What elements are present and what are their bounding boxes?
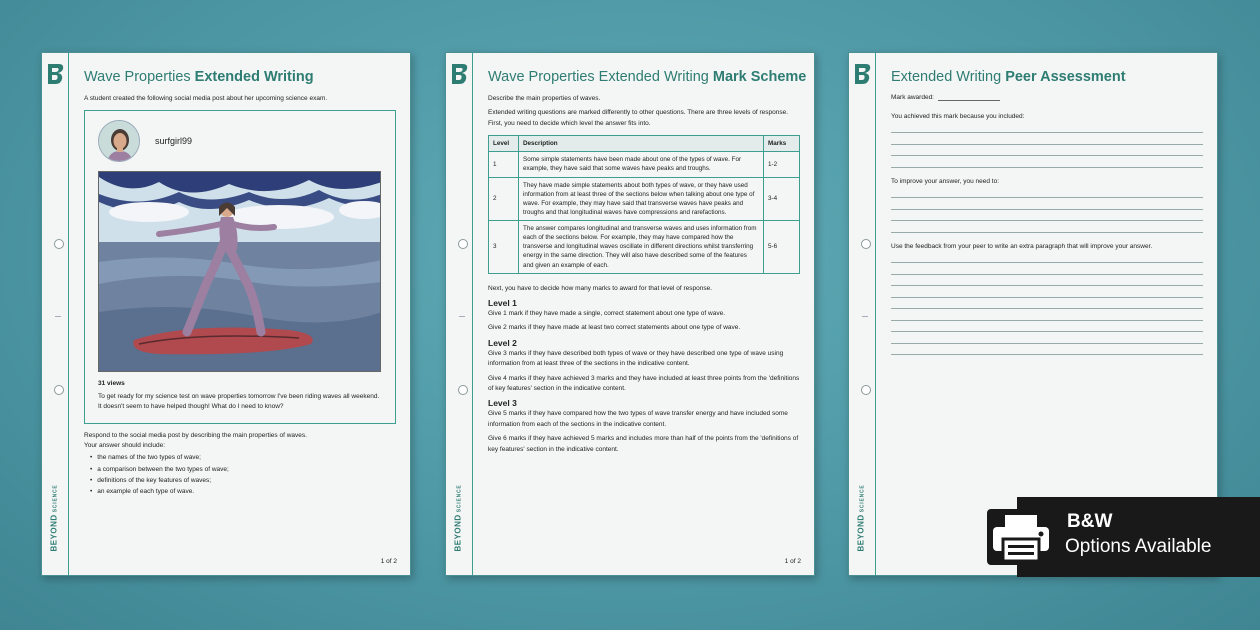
- table-row: [489, 177, 800, 221]
- punch-hole: [54, 385, 64, 395]
- level-heading: Level 3: [488, 398, 517, 409]
- punch-hole: [458, 239, 468, 249]
- bw-options-banner[interactable]: [1017, 497, 1260, 577]
- question-text: Describe the main properties of waves.: [488, 95, 601, 102]
- social-media-post: [84, 110, 396, 424]
- list-item: • the names of the two types of wave;: [90, 452, 396, 463]
- level-criteria: Give 1 mark if they have made a single, correct statement about one type of wave.: [488, 310, 726, 318]
- description-cell: They have made simple statements about both types of wave, or they have used information from at least three of the sections below when talking about one type of wave. For example, they may have said that transverse waves have peaks and troughs and that longitudinal waves have compressions and rarefactions.: [519, 177, 764, 221]
- next-instruction: Next, you have to decide how many marks to award for that level of response.: [488, 284, 713, 292]
- margin-line: [472, 53, 473, 575]
- view-count: 31 views: [98, 380, 125, 388]
- margin-line: [68, 53, 69, 575]
- paragraph-lines[interactable]: [891, 262, 1203, 355]
- beyond-logo-icon: [449, 61, 469, 87]
- feedback-prompt: Use the feedback from your peer to write an extra paragraph that will improve your answer.: [891, 243, 1153, 250]
- banner-subtitle: Options Available: [1065, 536, 1212, 557]
- beyond-science-brand: BEYONDSCIENCE: [49, 484, 59, 552]
- beyond-science-brand: BEYONDSCIENCE: [856, 484, 866, 552]
- mark-awarded-field[interactable]: Mark awarded:: [891, 94, 1203, 101]
- intro-text: A student created the following social media post about her upcoming science exam.: [84, 95, 328, 102]
- page-number: 1 of 2: [784, 558, 801, 565]
- punch-hole: [861, 239, 871, 249]
- include-label: Your answer should include:: [84, 441, 166, 449]
- username: surfgirl99: [155, 136, 193, 147]
- table-row: [489, 221, 800, 274]
- requirements-list: [84, 452, 396, 498]
- avatar: [98, 120, 140, 162]
- level-cell: 1: [489, 152, 519, 177]
- levels-intro: Extended writing questions are marked differently to other questions. There are three levels of response. First, you need to decide which level the answer fits into.: [488, 109, 789, 127]
- level-criteria: Give 3 marks if they have described both types of wave or they have described one type of wave using information from at least three of the sections in the indicative content.: [488, 349, 784, 368]
- level-criteria: Give 4 marks if they have achieved 3 marks and they have included at least three points from the 'definitions of key features' section in the indicative content.: [488, 374, 800, 393]
- fold-mark: [862, 316, 868, 317]
- post-caption: To get ready for my science test on wave properties tomorrow I've been riding waves all weekend. It doesn't seem to have helped though! What do I need to know?: [98, 393, 380, 411]
- level-criteria: Give 5 marks if they have compared how the two types of wave transfer energy and have included some information from each of the sections in the indicative content.: [488, 410, 788, 428]
- worksheet-page-2: [445, 52, 815, 576]
- description-cell: Some simple statements have been made about one of the types of wave. For example, they have said that some waves have peaks and troughs.: [519, 152, 764, 177]
- page-number: 1 of 2: [380, 558, 397, 565]
- punch-hole: [54, 239, 64, 249]
- fold-mark: [459, 316, 465, 317]
- marks-cell: 5-6: [764, 221, 800, 274]
- level-heading: Level 1: [488, 298, 517, 309]
- achieved-prompt: You achieved this mark because you included:: [891, 113, 1025, 120]
- printer-icon: [985, 505, 1057, 569]
- level-heading: Level 2: [488, 337, 517, 348]
- improve-prompt: To improve your answer, you need to:: [891, 178, 1000, 185]
- level-cell: 3: [489, 221, 519, 274]
- achieved-lines[interactable]: [891, 132, 1203, 168]
- page-title: Wave Properties Extended Writing: [84, 69, 314, 85]
- description-cell: The answer compares longitudinal and transverse waves and uses information from each of the sections below. For example, they may have compared how the transverse and longitudinal waves oscillate in different directions whilst transferring energy in the same direction. They will also have described some of the features and given an example of each.: [519, 221, 764, 274]
- level-cell: 2: [489, 177, 519, 221]
- worksheet-page-1: [41, 52, 411, 576]
- table-row: [489, 152, 800, 177]
- level-criteria: Give 2 marks if they have made at least two correct statements about one type of wave.: [488, 324, 741, 332]
- fold-mark: [55, 316, 61, 317]
- mark-scheme-table: [488, 135, 800, 274]
- table-header: Level: [489, 136, 519, 152]
- surfer-illustration: [98, 171, 381, 372]
- page-title: Wave Properties Extended Writing Mark Scheme: [488, 69, 807, 85]
- banner-title: B&W: [1067, 511, 1113, 532]
- beyond-logo-icon: [852, 61, 872, 87]
- respond-instruction: Respond to the social media post by describing the main properties of waves.: [84, 432, 307, 440]
- punch-hole: [458, 385, 468, 395]
- improve-lines[interactable]: [891, 197, 1203, 233]
- margin-line: [875, 53, 876, 575]
- marks-cell: 1-2: [764, 152, 800, 177]
- list-item: • an example of each type of wave.: [90, 486, 396, 497]
- beyond-logo-icon: [45, 61, 65, 87]
- punch-hole: [861, 385, 871, 395]
- list-item: • definitions of the key features of waves;: [90, 475, 396, 486]
- table-header: Description: [519, 136, 764, 152]
- beyond-science-brand: BEYONDSCIENCE: [453, 484, 463, 552]
- list-item: • a comparison between the two types of wave;: [90, 464, 396, 475]
- page-title: Extended Writing Peer Assessment: [891, 69, 1126, 85]
- marks-cell: 3-4: [764, 177, 800, 221]
- table-header: Marks: [764, 136, 800, 152]
- level-criteria: Give 6 marks if they have achieved 5 marks and includes more than half of the points from the 'definitions of key features' section in the indicative content.: [488, 435, 799, 453]
